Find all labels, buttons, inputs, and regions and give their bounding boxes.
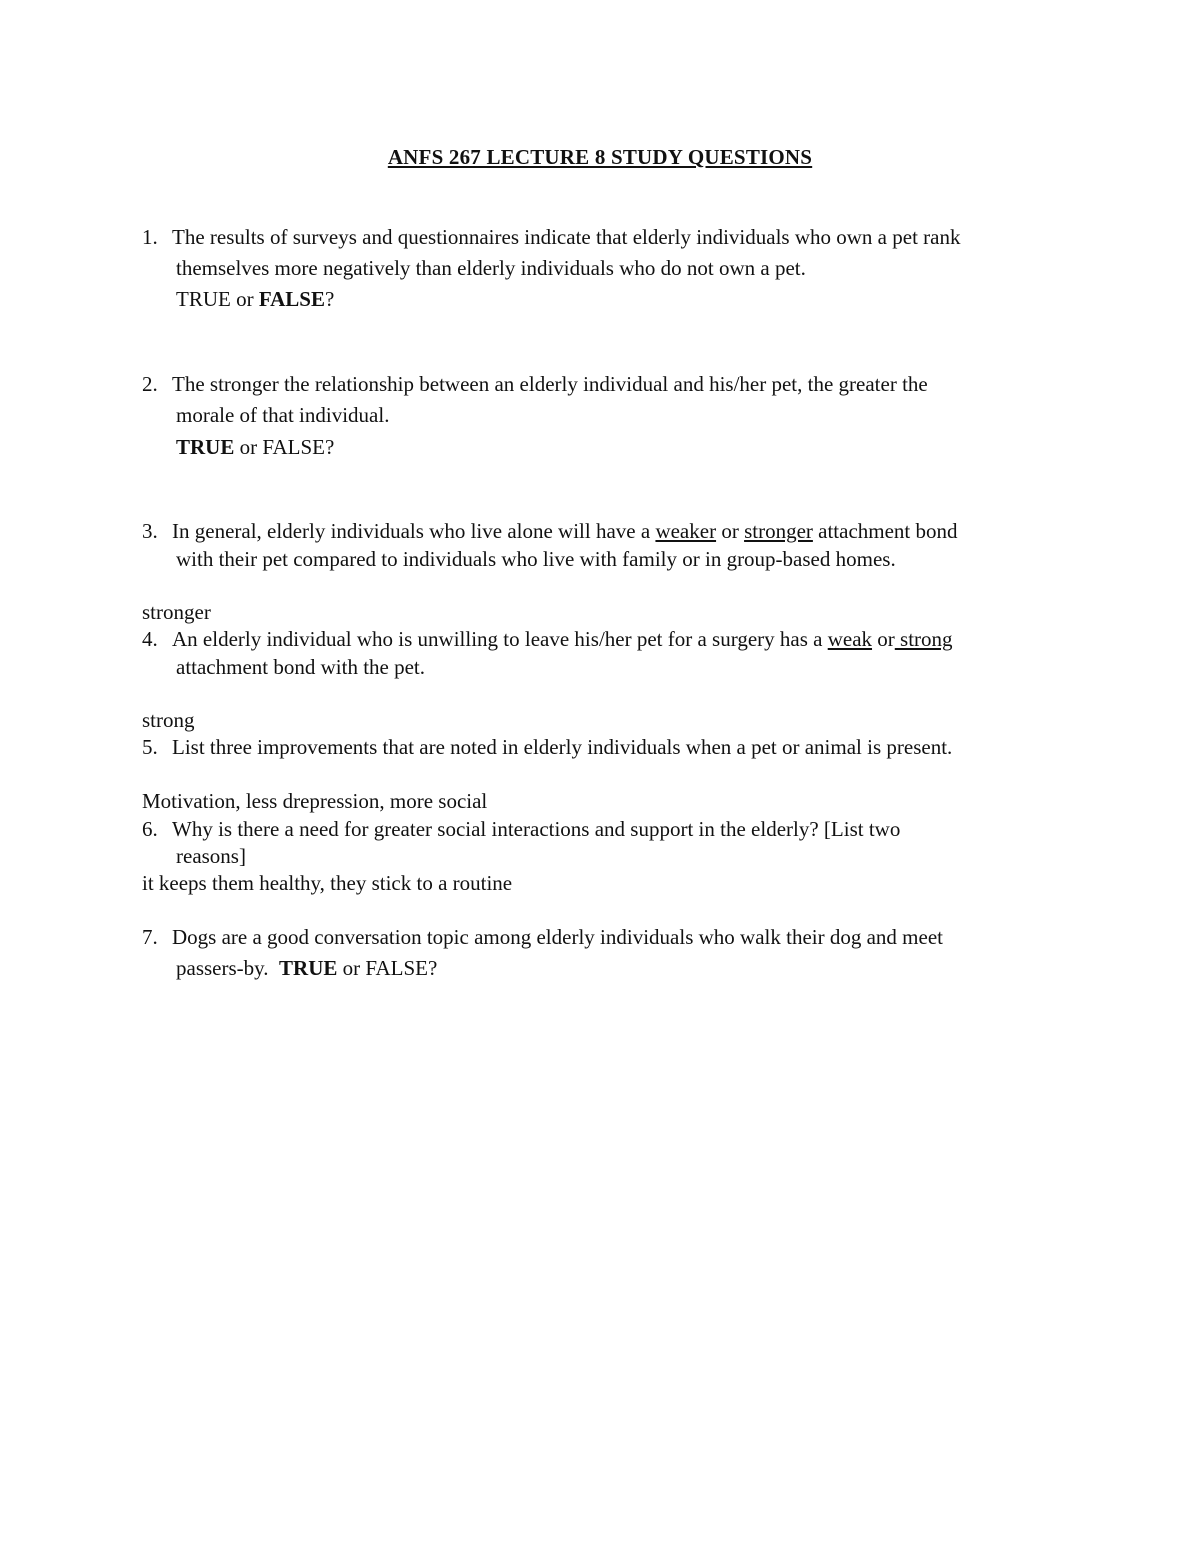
option-weaker: weaker — [655, 519, 717, 543]
question-6-answer: it keeps them healthy, they stick to a routine — [142, 871, 513, 895]
question-1-line-1: 1. The results of surveys and questionnaires indicate that elderly individuals who own a pet rank — [142, 225, 961, 249]
choice-true-selected: TRUE — [176, 435, 235, 459]
question-number: 3. — [142, 519, 158, 543]
question-7-line-1: 7. Dogs are a good conversation topic among elderly individuals who walk their dog and meet — [142, 925, 943, 949]
question-4-line-2: attachment bond with the pet. — [176, 655, 426, 679]
page-title: ANFS 267 LECTURE 8 STUDY QUESTIONS — [387, 145, 813, 169]
question-3-answer: stronger — [142, 600, 211, 624]
question-3-line-2: with their pet compared to individuals who live with family or in group-based homes. — [176, 547, 896, 571]
question-number: 5. — [142, 735, 158, 759]
question-1-choices: TRUE or FALSE? — [176, 287, 335, 311]
option-stronger: stronger — [744, 519, 813, 543]
question-2-line-2: morale of that individual. — [176, 403, 390, 427]
question-6-line-1: 6. Why is there a need for greater social interactions and support in the elderly? [List two — [142, 817, 901, 841]
question-4-line-1: 4. An elderly individual who is unwilling to leave his/her pet for a surgery has a weak or strong — [142, 627, 953, 651]
option-weak: weak — [827, 627, 873, 651]
choice-true: TRUE — [176, 287, 231, 311]
question-7-line-2: passers-by. TRUE or FALSE? — [176, 956, 438, 980]
question-5-answer: Motivation, less drepression, more social — [142, 789, 488, 813]
question-4-answer: strong — [142, 708, 195, 732]
question-number: 1. — [142, 225, 158, 249]
question-number: 4. — [142, 627, 158, 651]
question-1-line-2: themselves more negatively than elderly individuals who do not own a pet. — [176, 256, 806, 280]
question-2-choices: TRUE or FALSE? — [176, 435, 335, 459]
choice-false-selected: FALSE — [258, 287, 325, 311]
question-6-line-2: reasons] — [176, 844, 246, 868]
question-3-line-1: 3. In general, elderly individuals who live alone will have a weaker or stronger attachment bond — [142, 519, 958, 543]
choice-false: FALSE — [365, 956, 429, 980]
question-number: 7. — [142, 925, 158, 949]
question-number: 2. — [142, 372, 158, 396]
choice-true-selected: TRUE — [279, 956, 338, 980]
question-number: 6. — [142, 817, 158, 841]
choice-false: FALSE — [262, 435, 325, 459]
option-strong: strong — [894, 627, 953, 651]
question-2-line-1: 2. The stronger the relationship between an elderly individual and his/her pet, the greater the — [142, 372, 928, 396]
question-5-line-1: 5. List three improvements that are noted in elderly individuals when a pet or animal is present. — [142, 735, 953, 759]
